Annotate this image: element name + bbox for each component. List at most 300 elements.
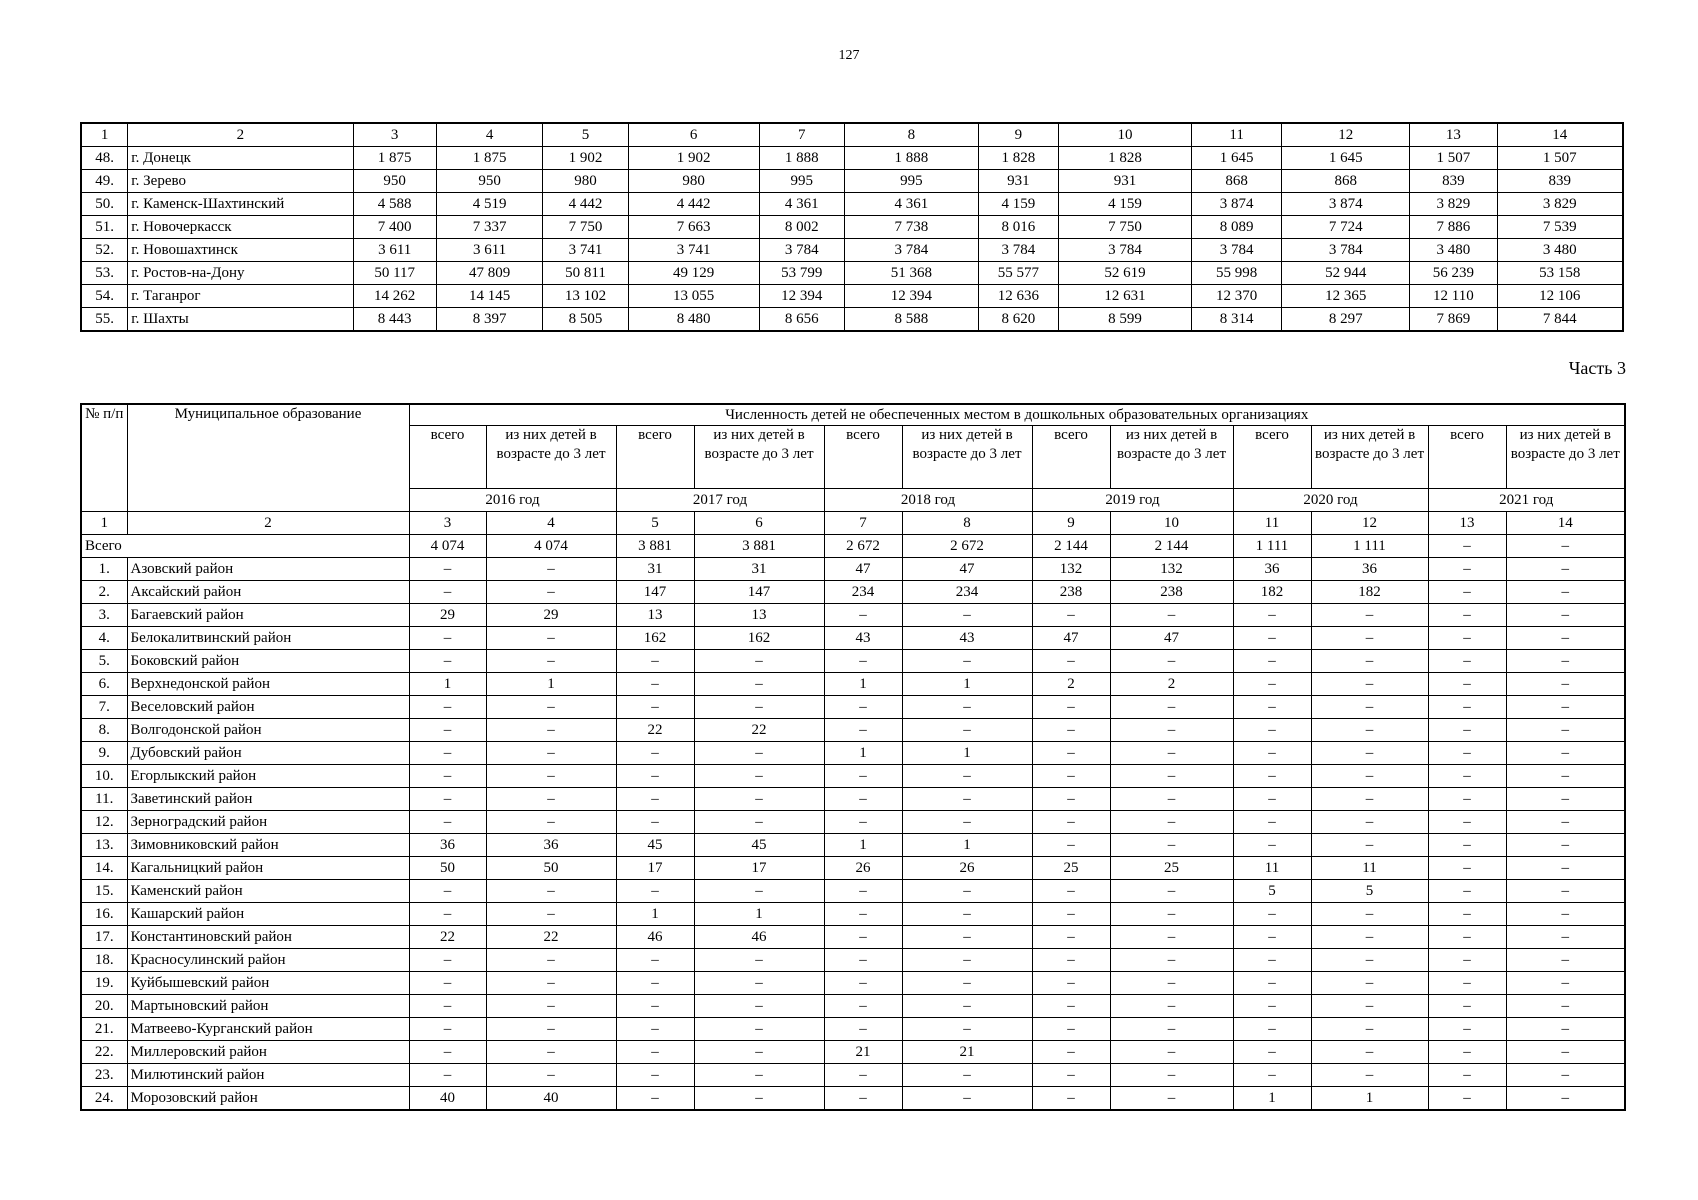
value-cell: 839: [1497, 170, 1623, 193]
value-cell: 12 365: [1282, 285, 1410, 308]
value-cell: –: [1233, 972, 1311, 995]
value-cell: –: [1032, 1087, 1110, 1111]
value-cell: –: [1506, 558, 1625, 581]
column-number: 12: [1311, 512, 1428, 535]
value-cell: 8 089: [1191, 216, 1281, 239]
value-cell: –: [1506, 1018, 1625, 1041]
value-cell: –: [902, 1087, 1032, 1111]
value-cell: –: [486, 742, 616, 765]
value-cell: –: [616, 1064, 694, 1087]
value-cell: –: [1110, 880, 1233, 903]
value-cell: –: [1428, 788, 1506, 811]
municipality-name: Верхнедонской район: [127, 673, 409, 696]
header-under-3: из них детей в возрасте до 3 лет: [694, 426, 824, 489]
value-cell: 3 784: [759, 239, 844, 262]
value-cell: –: [1233, 696, 1311, 719]
value-cell: –: [1110, 696, 1233, 719]
value-cell: –: [1032, 903, 1110, 926]
column-number: 12: [1282, 123, 1410, 147]
value-cell: –: [694, 1018, 824, 1041]
value-cell: –: [694, 880, 824, 903]
value-cell: 46: [694, 926, 824, 949]
value-cell: –: [1233, 995, 1311, 1018]
column-number: 3: [409, 512, 486, 535]
value-cell: 980: [628, 170, 759, 193]
value-cell: 12 394: [844, 285, 978, 308]
value-cell: 17: [616, 857, 694, 880]
column-number: 6: [628, 123, 759, 147]
value-cell: –: [409, 581, 486, 604]
table-row: [81, 308, 1623, 332]
value-cell: –: [824, 926, 902, 949]
column-number: 14: [1497, 123, 1623, 147]
value-cell: –: [1311, 627, 1428, 650]
value-cell: 5: [1233, 880, 1311, 903]
column-number: 11: [1191, 123, 1281, 147]
municipality-name: Багаевский район: [127, 604, 409, 627]
value-cell: 8 620: [978, 308, 1058, 332]
value-cell: 12 370: [1191, 285, 1281, 308]
value-cell: –: [824, 880, 902, 903]
value-cell: 4 361: [844, 193, 978, 216]
value-cell: –: [616, 673, 694, 696]
value-cell: 147: [616, 581, 694, 604]
value-cell: –: [1428, 719, 1506, 742]
value-cell: 7 886: [1410, 216, 1497, 239]
value-cell: 50: [486, 857, 616, 880]
value-cell: –: [824, 719, 902, 742]
municipality-name: Азовский район: [127, 558, 409, 581]
value-cell: –: [1311, 903, 1428, 926]
value-cell: 55 577: [978, 262, 1058, 285]
row-number: 20.: [81, 995, 127, 1018]
value-cell: 2 672: [902, 535, 1032, 558]
value-cell: –: [1311, 765, 1428, 788]
value-cell: –: [1428, 535, 1506, 558]
value-cell: –: [1428, 673, 1506, 696]
municipality-name: Заветинский район: [127, 788, 409, 811]
value-cell: 12 106: [1497, 285, 1623, 308]
value-cell: 4 519: [436, 193, 543, 216]
value-cell: –: [1428, 696, 1506, 719]
column-number: 9: [978, 123, 1058, 147]
header-year: 2017 год: [616, 489, 824, 512]
value-cell: 3 611: [353, 239, 436, 262]
municipality-name: г. Зерево: [128, 170, 353, 193]
value-cell: –: [902, 719, 1032, 742]
value-cell: –: [486, 903, 616, 926]
value-cell: 50 117: [353, 262, 436, 285]
table-row: [81, 834, 1625, 857]
row-number: 19.: [81, 972, 127, 995]
row-number: 18.: [81, 949, 127, 972]
value-cell: 25: [1110, 857, 1233, 880]
table-row: [81, 1041, 1625, 1064]
value-cell: 3 784: [1191, 239, 1281, 262]
row-number: 51.: [81, 216, 128, 239]
value-cell: –: [409, 696, 486, 719]
value-cell: 238: [1110, 581, 1233, 604]
municipality-name: г. Новочеркасск: [128, 216, 353, 239]
value-cell: –: [1032, 1064, 1110, 1087]
table-row: [81, 558, 1625, 581]
value-cell: –: [1428, 857, 1506, 880]
value-cell: –: [486, 650, 616, 673]
value-cell: 7 539: [1497, 216, 1623, 239]
row-number: 9.: [81, 742, 127, 765]
value-cell: 4 074: [409, 535, 486, 558]
table-row: [81, 1064, 1625, 1087]
value-cell: 7 400: [353, 216, 436, 239]
value-cell: –: [1506, 581, 1625, 604]
value-cell: –: [1506, 1041, 1625, 1064]
table-row: [81, 650, 1625, 673]
value-cell: 25: [1032, 857, 1110, 880]
row-number: 53.: [81, 262, 128, 285]
value-cell: 147: [694, 581, 824, 604]
municipality-name: Зерноградский район: [127, 811, 409, 834]
value-cell: –: [409, 972, 486, 995]
value-cell: –: [1110, 903, 1233, 926]
value-cell: –: [409, 719, 486, 742]
value-cell: 950: [436, 170, 543, 193]
value-cell: –: [902, 995, 1032, 1018]
table-row: [81, 788, 1625, 811]
value-cell: –: [1110, 1018, 1233, 1041]
value-cell: 43: [824, 627, 902, 650]
municipality-name: Морозовский район: [127, 1087, 409, 1111]
value-cell: –: [409, 903, 486, 926]
value-cell: –: [1233, 834, 1311, 857]
value-cell: 1 111: [1233, 535, 1311, 558]
value-cell: 8 505: [543, 308, 628, 332]
value-cell: –: [1233, 765, 1311, 788]
column-number: 5: [543, 123, 628, 147]
value-cell: –: [1506, 834, 1625, 857]
municipality-name: Егорлыкский район: [127, 765, 409, 788]
value-cell: 3 881: [694, 535, 824, 558]
value-cell: 43: [902, 627, 1032, 650]
value-cell: –: [1233, 673, 1311, 696]
value-cell: –: [824, 696, 902, 719]
municipality-name: г. Новошахтинск: [128, 239, 353, 262]
value-cell: –: [616, 650, 694, 673]
value-cell: 53 799: [759, 262, 844, 285]
value-cell: –: [1032, 949, 1110, 972]
value-cell: –: [616, 972, 694, 995]
value-cell: –: [1428, 972, 1506, 995]
value-cell: 22: [694, 719, 824, 742]
row-number: 55.: [81, 308, 128, 332]
value-cell: –: [694, 1087, 824, 1111]
value-cell: 2 672: [824, 535, 902, 558]
municipality-name: Аксайский район: [127, 581, 409, 604]
value-cell: 50 811: [543, 262, 628, 285]
value-cell: –: [1428, 949, 1506, 972]
value-cell: –: [1110, 788, 1233, 811]
value-cell: –: [1032, 719, 1110, 742]
value-cell: –: [486, 581, 616, 604]
row-number: 50.: [81, 193, 128, 216]
value-cell: 21: [902, 1041, 1032, 1064]
column-number: 1: [81, 123, 128, 147]
value-cell: –: [902, 949, 1032, 972]
table-row: [81, 239, 1623, 262]
value-cell: 13: [694, 604, 824, 627]
value-cell: 8 297: [1282, 308, 1410, 332]
header-total: всего: [824, 426, 902, 489]
value-cell: 1 645: [1191, 147, 1281, 170]
value-cell: 3 741: [628, 239, 759, 262]
value-cell: –: [486, 719, 616, 742]
value-cell: 234: [824, 581, 902, 604]
row-number: 7.: [81, 696, 127, 719]
value-cell: 7 663: [628, 216, 759, 239]
value-cell: –: [1233, 1041, 1311, 1064]
column-number: 6: [694, 512, 824, 535]
municipality-name: Зимовниковский район: [127, 834, 409, 857]
column-number-row: [81, 123, 1623, 147]
value-cell: –: [694, 1041, 824, 1064]
value-cell: 12 631: [1059, 285, 1192, 308]
value-cell: 1: [824, 834, 902, 857]
value-cell: 3 611: [436, 239, 543, 262]
value-cell: 950: [353, 170, 436, 193]
value-cell: –: [486, 1018, 616, 1041]
row-number: 6.: [81, 673, 127, 696]
value-cell: –: [1110, 1041, 1233, 1064]
value-cell: 1: [616, 903, 694, 926]
table-row: [81, 170, 1623, 193]
value-cell: –: [824, 1064, 902, 1087]
header-municipality: Муниципальное образование: [127, 404, 409, 512]
value-cell: 8 002: [759, 216, 844, 239]
value-cell: 2: [1110, 673, 1233, 696]
value-cell: 2 144: [1032, 535, 1110, 558]
value-cell: –: [1110, 1064, 1233, 1087]
value-cell: 3 784: [1059, 239, 1192, 262]
value-cell: 12 394: [759, 285, 844, 308]
value-cell: –: [824, 788, 902, 811]
column-number: 8: [902, 512, 1032, 535]
value-cell: –: [1428, 558, 1506, 581]
value-cell: –: [1110, 926, 1233, 949]
value-cell: –: [1311, 926, 1428, 949]
value-cell: –: [694, 696, 824, 719]
value-cell: 8 480: [628, 308, 759, 332]
table-row: [81, 285, 1623, 308]
value-cell: 1 111: [1311, 535, 1428, 558]
value-cell: –: [1032, 811, 1110, 834]
value-cell: –: [902, 788, 1032, 811]
value-cell: 7 337: [436, 216, 543, 239]
value-cell: –: [694, 811, 824, 834]
table-row: [81, 696, 1625, 719]
value-cell: 1: [824, 673, 902, 696]
value-cell: 22: [409, 926, 486, 949]
value-cell: –: [1506, 949, 1625, 972]
value-cell: 1: [824, 742, 902, 765]
value-cell: –: [1233, 926, 1311, 949]
table-row: [81, 719, 1625, 742]
value-cell: –: [1506, 742, 1625, 765]
value-cell: 13 055: [628, 285, 759, 308]
value-cell: –: [1110, 719, 1233, 742]
value-cell: –: [1110, 949, 1233, 972]
municipality-name: Кашарский район: [127, 903, 409, 926]
value-cell: 7 844: [1497, 308, 1623, 332]
table-row: [81, 926, 1625, 949]
value-cell: –: [1428, 903, 1506, 926]
municipality-name: г. Каменск-Шахтинский: [128, 193, 353, 216]
table-row: [81, 193, 1623, 216]
header-year: 2016 год: [409, 489, 616, 512]
value-cell: 238: [1032, 581, 1110, 604]
value-cell: –: [1506, 627, 1625, 650]
header-num: № п/п: [81, 404, 127, 512]
municipality-name: Миллеровский район: [127, 1041, 409, 1064]
value-cell: –: [486, 995, 616, 1018]
table-row: [81, 627, 1625, 650]
value-cell: –: [1428, 834, 1506, 857]
header-total: всего: [1032, 426, 1110, 489]
value-cell: –: [1506, 903, 1625, 926]
value-cell: 29: [486, 604, 616, 627]
value-cell: –: [1311, 972, 1428, 995]
value-cell: 162: [616, 627, 694, 650]
value-cell: 3 784: [978, 239, 1058, 262]
value-cell: 12 110: [1410, 285, 1497, 308]
value-cell: 868: [1282, 170, 1410, 193]
table-row: [81, 949, 1625, 972]
value-cell: –: [486, 627, 616, 650]
value-cell: 47: [1110, 627, 1233, 650]
value-cell: 1: [902, 673, 1032, 696]
value-cell: 26: [902, 857, 1032, 880]
value-cell: –: [824, 995, 902, 1018]
value-cell: –: [1110, 765, 1233, 788]
value-cell: –: [694, 742, 824, 765]
value-cell: –: [824, 811, 902, 834]
value-cell: –: [902, 650, 1032, 673]
value-cell: –: [1233, 742, 1311, 765]
value-cell: 8 397: [436, 308, 543, 332]
value-cell: 49 129: [628, 262, 759, 285]
value-cell: 50: [409, 857, 486, 880]
value-cell: 21: [824, 1041, 902, 1064]
value-cell: 3 480: [1410, 239, 1497, 262]
column-number: 11: [1233, 512, 1311, 535]
value-cell: 4 442: [543, 193, 628, 216]
value-cell: 31: [616, 558, 694, 581]
table-row: [81, 765, 1625, 788]
column-number: 2: [128, 123, 353, 147]
value-cell: –: [486, 765, 616, 788]
value-cell: –: [616, 1087, 694, 1111]
value-cell: 1: [694, 903, 824, 926]
value-cell: 3 829: [1410, 193, 1497, 216]
value-cell: –: [1032, 880, 1110, 903]
value-cell: –: [1032, 765, 1110, 788]
value-cell: 56 239: [1410, 262, 1497, 285]
value-cell: 1 828: [1059, 147, 1192, 170]
value-cell: –: [486, 949, 616, 972]
value-cell: 47 809: [436, 262, 543, 285]
municipality-name: Милютинский район: [127, 1064, 409, 1087]
value-cell: –: [1428, 742, 1506, 765]
value-cell: –: [1110, 742, 1233, 765]
value-cell: –: [409, 765, 486, 788]
table-row: [81, 742, 1625, 765]
value-cell: –: [1506, 765, 1625, 788]
value-cell: 234: [902, 581, 1032, 604]
municipality-name: г. Шахты: [128, 308, 353, 332]
value-cell: –: [1110, 995, 1233, 1018]
value-cell: 8 314: [1191, 308, 1281, 332]
row-number: 12.: [81, 811, 127, 834]
value-cell: –: [1506, 604, 1625, 627]
value-cell: 8 656: [759, 308, 844, 332]
header-year: 2018 год: [824, 489, 1032, 512]
table-row: [81, 673, 1625, 696]
value-cell: 3 784: [1282, 239, 1410, 262]
column-number: 4: [486, 512, 616, 535]
value-cell: 17: [694, 857, 824, 880]
value-cell: –: [1506, 650, 1625, 673]
municipality-name: Боковский район: [127, 650, 409, 673]
table-row: [81, 604, 1625, 627]
value-cell: –: [1032, 1041, 1110, 1064]
value-cell: 1 645: [1282, 147, 1410, 170]
value-cell: 7 869: [1410, 308, 1497, 332]
total-label: Всего: [81, 535, 409, 558]
value-cell: –: [486, 811, 616, 834]
value-cell: –: [409, 650, 486, 673]
value-cell: 4 159: [978, 193, 1058, 216]
value-cell: –: [824, 650, 902, 673]
row-number: 5.: [81, 650, 127, 673]
municipality-name: Дубовский район: [127, 742, 409, 765]
value-cell: –: [1506, 857, 1625, 880]
value-cell: 3 874: [1282, 193, 1410, 216]
value-cell: –: [486, 696, 616, 719]
value-cell: –: [1233, 811, 1311, 834]
row-number: 11.: [81, 788, 127, 811]
row-number: 22.: [81, 1041, 127, 1064]
row-number: 15.: [81, 880, 127, 903]
value-cell: 995: [844, 170, 978, 193]
column-number: 10: [1110, 512, 1233, 535]
value-cell: 1 875: [353, 147, 436, 170]
row-number: 3.: [81, 604, 127, 627]
value-cell: 1 507: [1410, 147, 1497, 170]
row-number: 8.: [81, 719, 127, 742]
value-cell: 2: [1032, 673, 1110, 696]
column-number: 9: [1032, 512, 1110, 535]
value-cell: –: [694, 995, 824, 1018]
value-cell: –: [1428, 581, 1506, 604]
value-cell: 55 998: [1191, 262, 1281, 285]
value-cell: –: [694, 788, 824, 811]
value-cell: –: [1311, 719, 1428, 742]
value-cell: –: [824, 604, 902, 627]
value-cell: –: [1110, 604, 1233, 627]
value-cell: 52 944: [1282, 262, 1410, 285]
municipality-name: г. Таганрог: [128, 285, 353, 308]
column-number: 5: [616, 512, 694, 535]
header-title: Численность детей не обеспеченных местом в дошкольных образовательных организациях: [409, 404, 1625, 426]
value-cell: 1 507: [1497, 147, 1623, 170]
